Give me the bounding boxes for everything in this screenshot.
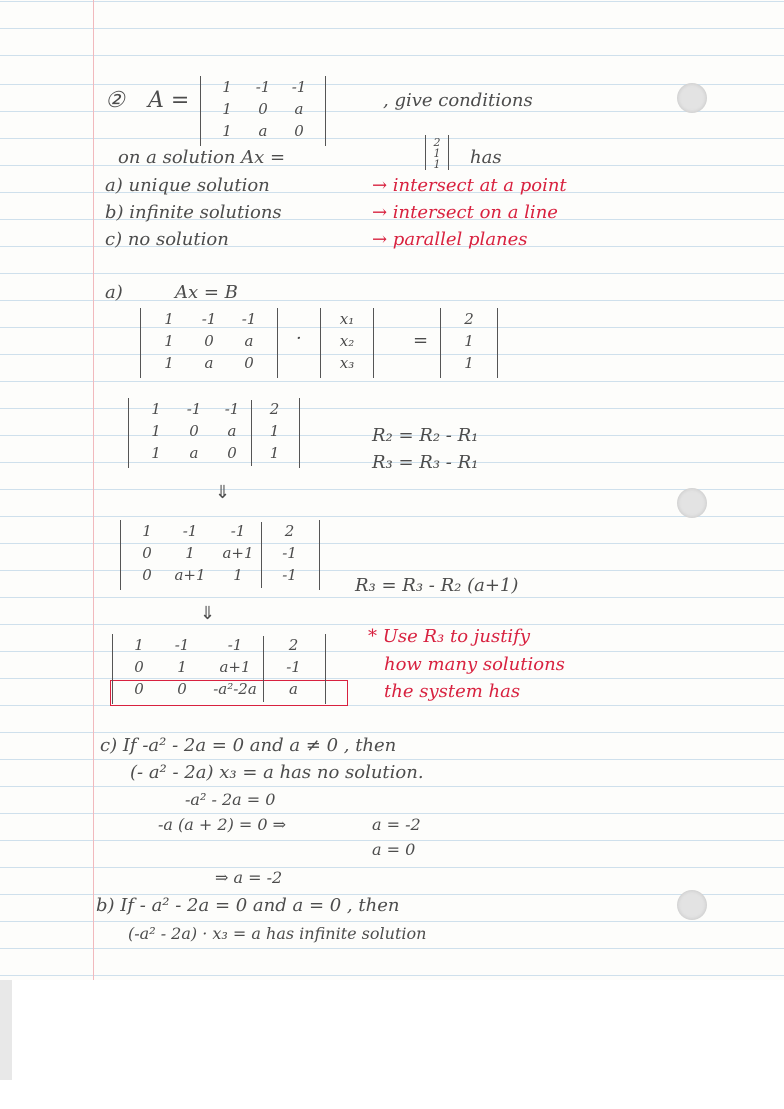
condition-c-label: c) no solution [105,229,229,250]
down-arrow-2: ⇓ [200,603,216,624]
matrix-a: 1 -1 -1 1 0 a 1 a 0 [200,76,326,146]
variable-vector: x₁ x₂ x₃ [320,308,374,378]
punch-hole-bottom [677,890,707,920]
down-arrow-1: ⇓ [215,482,231,503]
part-b-line-1: b) If - a² - 2a = 0 and a = 0 , then [96,895,400,916]
matrix-a-label: A = [148,88,190,113]
rhs-vector: 2 1 1 [425,135,449,170]
header-desc-2: on a solution Ax = [118,147,286,168]
row-op-1: R₂ = R₂ - R₁ [372,425,479,446]
part-c-root-2: a = 0 [372,840,416,859]
part-c-root-1: a = -2 [372,815,421,834]
coefficient-matrix: 1 -1 -1 1 0 a 1 a 0 [140,308,278,378]
condition-c-meaning: → parallel planes [372,229,528,250]
part-c-line-2: (- a² - 2a) x₃ = a has no solution. [130,762,424,783]
augmented-matrix-1: 1 -1 -1 2 1 0 a 1 1 a 0 1 [128,398,300,468]
problem-number: ② [105,88,125,113]
dot-operator: · [296,328,302,349]
equals-sign: = [413,330,429,351]
note-line-1: * Use R₃ to justify [368,626,531,647]
punch-hole-middle [677,488,707,518]
punch-hole-top [677,83,707,113]
condition-b-label: b) infinite solutions [105,202,282,223]
part-a-label: a) [105,282,123,303]
condition-a-label: a) unique solution [105,175,270,196]
part-c-line-1: c) If -a² - 2a = 0 and a ≠ 0 , then [100,735,397,756]
part-c-line-3: -a² - 2a = 0 [185,790,276,809]
note-line-3: the system has [384,681,521,702]
part-a-equation: Ax = B [175,282,238,303]
part-c-line-4: -a (a + 2) = 0 ⇒ [158,815,287,834]
part-c-conclusion: ⇒ a = -2 [215,868,283,887]
header-desc-1: , give conditions [383,90,533,111]
row-op-3: R₃ = R₃ - R₂ (a+1) [355,575,519,596]
part-b-line-2: (-a² - 2a) · x₃ = a has infinite solution [128,924,427,943]
row-op-2: R₃ = R₃ - R₁ [372,452,479,473]
condition-a-meaning: → intersect at a point [372,175,567,196]
constant-vector: 2 1 1 [440,308,498,378]
note-line-2: how many solutions [384,654,565,675]
condition-b-meaning: → intersect on a line [372,202,558,223]
augmented-matrix-3: 1 -1 -1 2 0 1 a+1 -1 0 0 -a²-2a a [112,634,326,704]
augmented-matrix-2: 1 -1 -1 2 0 1 a+1 -1 0 a+1 1 -1 [120,520,320,590]
header-has: has [470,147,502,168]
margin-line [93,0,94,980]
page-bottom [0,980,784,1109]
